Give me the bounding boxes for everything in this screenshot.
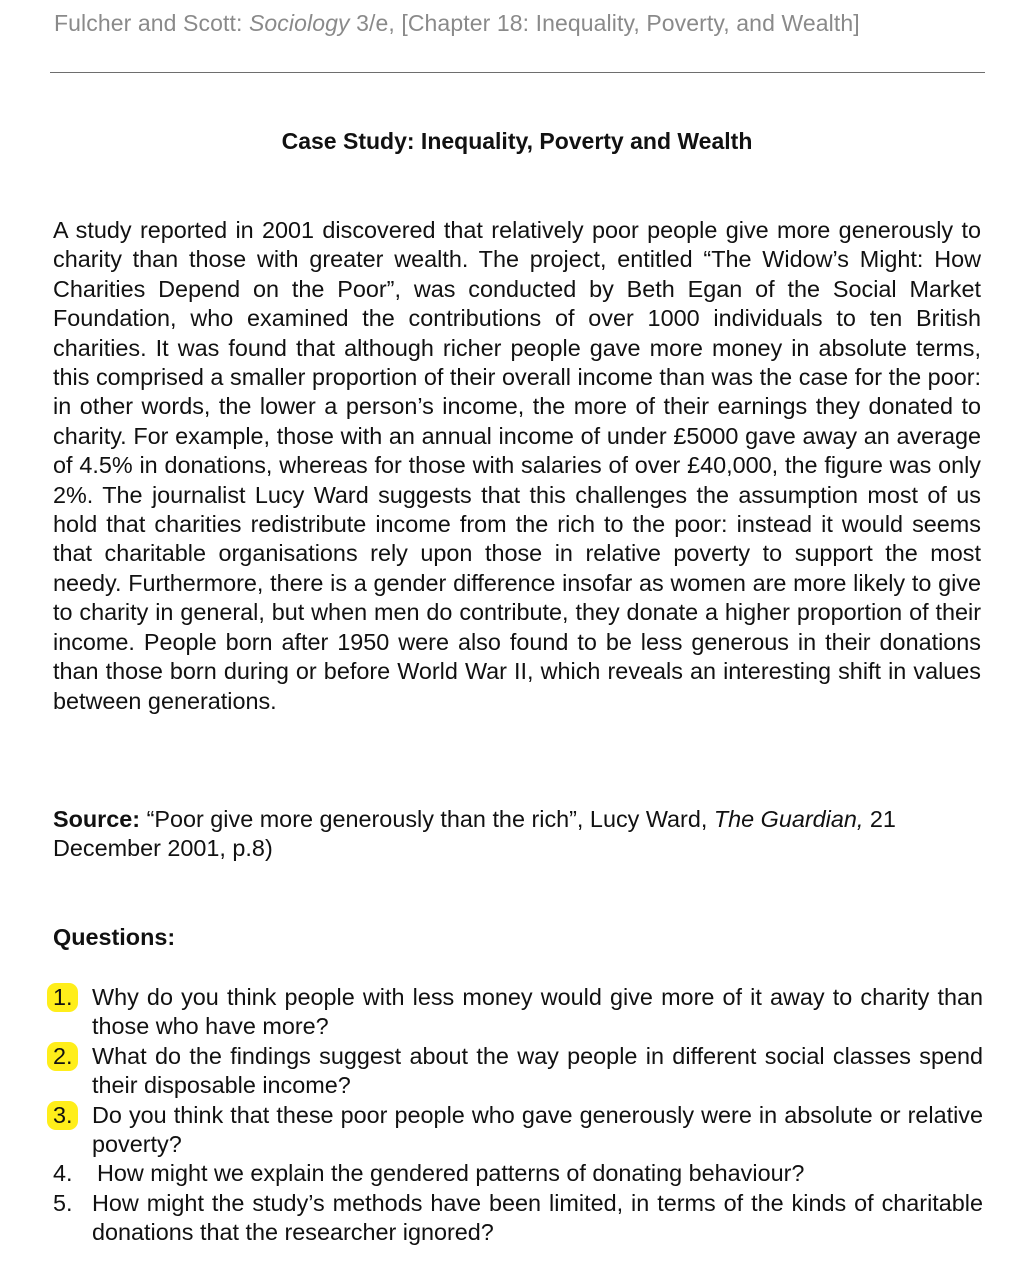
header-authors: Fulcher and Scott: [54,10,249,36]
questions-list [53,983,983,1248]
question-text: Do you think that these poor people who gave generously were in absolute or relative poverty? [92,1101,983,1158]
question-item-5 [53,1189,983,1248]
page-title: Case Study: Inequality, Poverty and Wealth [281,128,753,154]
header-chapter: 3/e, [Chapter 18: Inequality, Poverty, and Wealth] [349,10,860,36]
question-number-highlighted: 1. [47,983,78,1012]
questions-heading: Questions: [53,924,176,950]
header-book-title: Sociology [248,10,350,36]
question-text: How might the study’s methods have been limited, in terms of the kinds of charitable donations that the researcher ignored? [92,1189,983,1246]
question-number-highlighted: 3. [47,1101,78,1130]
question-item-1 [53,983,983,1042]
source-text-before: “Poor give more generously than the rich”, Lucy Ward, [140,806,714,832]
source-publication: The Guardian, [713,806,864,832]
source-text-after: 21 December 2001, p.8) [53,806,896,861]
source-label: Source: [53,806,141,832]
question-item-4 [53,1159,983,1188]
case-study-paragraph: A study reported in 2001 discovered that relatively poor people give more generously to charity than those with greater wealth. The project, entitled “The Widow’s Might: How Charities Depend on the Poor”, was conducted by Beth Egan of the Social Market Foundation, who examined the contributions of over 1000 individuals to ten British charities. It was found that although richer people gave more money in absolute terms, this comprised a smaller proportion of their overall income than was the case for the poor: in other words, the lower a person’s income, the more of their earnings they donated to charity. For example, those with an annual income of under £5000 gave away an average of 4.5% in donations, whereas for those with salaries of over £40,000, the figure was only 2%. The journalist Lucy Ward suggests that this challenges the assumption most of us hold that charities redistribute income from the rich to the poor: instead it would seems that charitable organisations rely upon those in relative poverty to support the most needy. Furthermore, there is a gender difference insofar as women are more likely to give to charity in general, but when men do contribute, they donate a higher proportion of their income. People born after 1950 were also found to be less generous in their donations than those born during or before World War II, which reveals an interesting shift in values between generations. [53,217,981,714]
question-number: 4. [53,1160,73,1187]
source-citation [53,805,983,863]
question-text: How might we explain the gendered patterns of donating behaviour? [97,1160,805,1187]
question-number-highlighted: 2. [47,1042,78,1071]
question-text: What do the findings suggest about the way people in different social classes spend their disposable income? [92,1042,983,1099]
page-header [54,10,860,37]
header-divider [50,72,985,73]
question-item-3 [53,1101,983,1160]
question-number: 5. [53,1189,73,1216]
question-item-2 [53,1042,983,1101]
question-text: Why do you think people with less money would give more of it away to charity than those who have more? [92,984,983,1040]
